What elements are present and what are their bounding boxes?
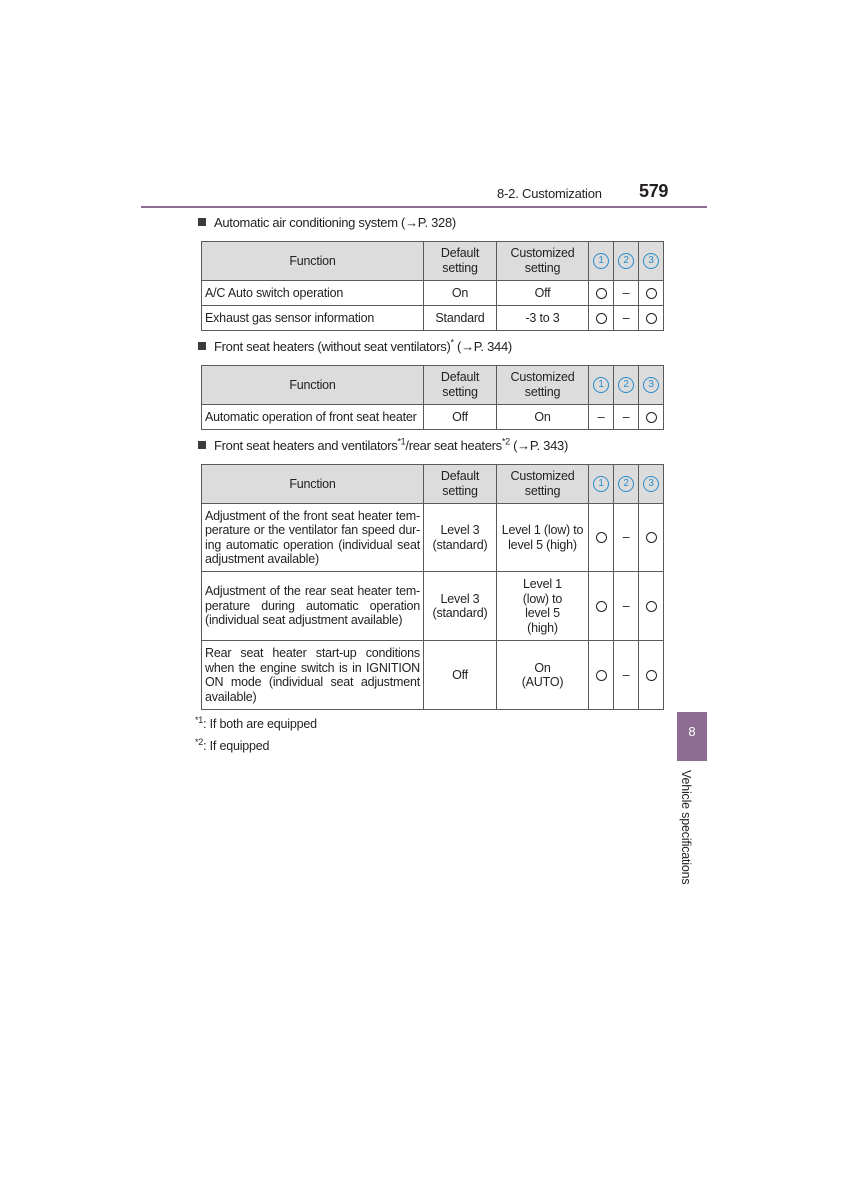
- table-air-conditioning: [201, 241, 664, 331]
- default-cell: On: [424, 281, 497, 306]
- bullet-square-icon: [198, 441, 206, 449]
- customized-cell: Off: [497, 281, 589, 306]
- table-row: [202, 281, 664, 306]
- circle-icon: [646, 313, 657, 324]
- default-cell: Off: [424, 641, 497, 710]
- default-cell: Off: [424, 405, 497, 430]
- column-header-2: 2: [618, 253, 634, 269]
- circle-icon: [646, 412, 657, 423]
- dash-cell: –: [589, 405, 614, 430]
- column-header-default: Default setting: [424, 242, 497, 281]
- column-header-default: Default setting: [424, 465, 497, 504]
- function-cell: A/C Auto switch operation: [202, 281, 424, 306]
- circle-icon: [596, 313, 607, 324]
- dash-cell: –: [614, 572, 639, 641]
- customized-cell: On (AUTO): [497, 641, 589, 710]
- section-title: 8-2. Customization: [497, 186, 602, 201]
- default-cell: Level 3 (standard): [424, 504, 497, 572]
- column-header-1: 1: [593, 377, 609, 393]
- dash-cell: –: [614, 281, 639, 306]
- customized-cell: Level 1 (low) to level 5 (high): [497, 504, 589, 572]
- default-cell: Standard: [424, 306, 497, 331]
- dash-cell: –: [614, 306, 639, 331]
- bullet-square-icon: [198, 342, 206, 350]
- circle-icon: [596, 670, 607, 681]
- header-divider: [141, 206, 707, 208]
- customized-cell: -3 to 3: [497, 306, 589, 331]
- table-row: [202, 641, 664, 710]
- table-seat-heaters-ventilators: [201, 464, 664, 710]
- column-header-1: 1: [593, 253, 609, 269]
- function-cell: Automatic operation of front seat heater: [202, 405, 424, 430]
- column-header-function: Function: [202, 366, 424, 405]
- circle-icon: [646, 288, 657, 299]
- arrow-right-icon: →: [405, 215, 418, 230]
- table-row: [202, 306, 664, 331]
- arrow-right-icon: →: [461, 339, 474, 354]
- circle-icon: [596, 532, 607, 543]
- column-header-customized: Customized setting: [497, 242, 589, 281]
- circle-icon: [596, 288, 607, 299]
- section-heading-air-conditioning: Automatic air conditioning system (→P. 328): [198, 215, 456, 230]
- column-header-default: Default setting: [424, 366, 497, 405]
- chapter-tab: 8: [677, 712, 707, 761]
- customized-cell: Level 1 (low) to level 5 (high): [497, 572, 589, 641]
- circle-icon: [646, 532, 657, 543]
- circle-icon: [596, 601, 607, 612]
- page-number: 579: [639, 181, 669, 201]
- function-cell: Adjustment of the front seat heater tem- perature or the ventilator fan speed dur- ing automatic operation (individual seat adjustment available): [202, 504, 424, 572]
- circle-icon: [646, 670, 657, 681]
- section-heading-front-seat-heaters: Front seat heaters (without seat ventilators)* (→P. 344): [198, 339, 512, 354]
- footnote: $^{*1}$: If both are equipped: [195, 714, 317, 731]
- table-front-seat-heaters: [201, 365, 664, 430]
- column-header-customized: Customized setting: [497, 465, 589, 504]
- circle-icon: [646, 601, 657, 612]
- function-cell: Adjustment of the rear seat heater tem- perature during automatic operation (individual seat adjustment available): [202, 572, 424, 641]
- section-heading-seat-heaters-ventilators: Front seat heaters and ventilators$^{*1}$/rear seat heaters$^{*2}$ (→P. 343): [198, 438, 568, 453]
- column-header-2: 2: [618, 476, 634, 492]
- table-row: [202, 572, 664, 641]
- bullet-square-icon: [198, 218, 206, 226]
- table-row: [202, 504, 664, 572]
- dash-cell: –: [614, 405, 639, 430]
- customized-cell: On: [497, 405, 589, 430]
- table-row: [202, 405, 664, 430]
- column-header-customized: Customized setting: [497, 366, 589, 405]
- column-header-3: 3: [643, 377, 659, 393]
- default-cell: Level 3 (standard): [424, 572, 497, 641]
- arrow-right-icon: →: [517, 438, 530, 453]
- column-header-1: 1: [593, 476, 609, 492]
- column-header-function: Function: [202, 465, 424, 504]
- footnote: $^{*2}$: If equipped: [195, 736, 270, 753]
- function-cell: Exhaust gas sensor information: [202, 306, 424, 331]
- column-header-function: Function: [202, 242, 424, 281]
- column-header-2: 2: [618, 377, 634, 393]
- column-header-3: 3: [643, 253, 659, 269]
- dash-cell: –: [614, 641, 639, 710]
- dash-cell: –: [614, 504, 639, 572]
- chapter-label: Vehicle specifications: [679, 770, 693, 885]
- function-cell: Rear seat heater start-up conditions when the engine switch is in IGNITION ON mode (individual seat adjustment available): [202, 641, 424, 710]
- column-header-3: 3: [643, 476, 659, 492]
